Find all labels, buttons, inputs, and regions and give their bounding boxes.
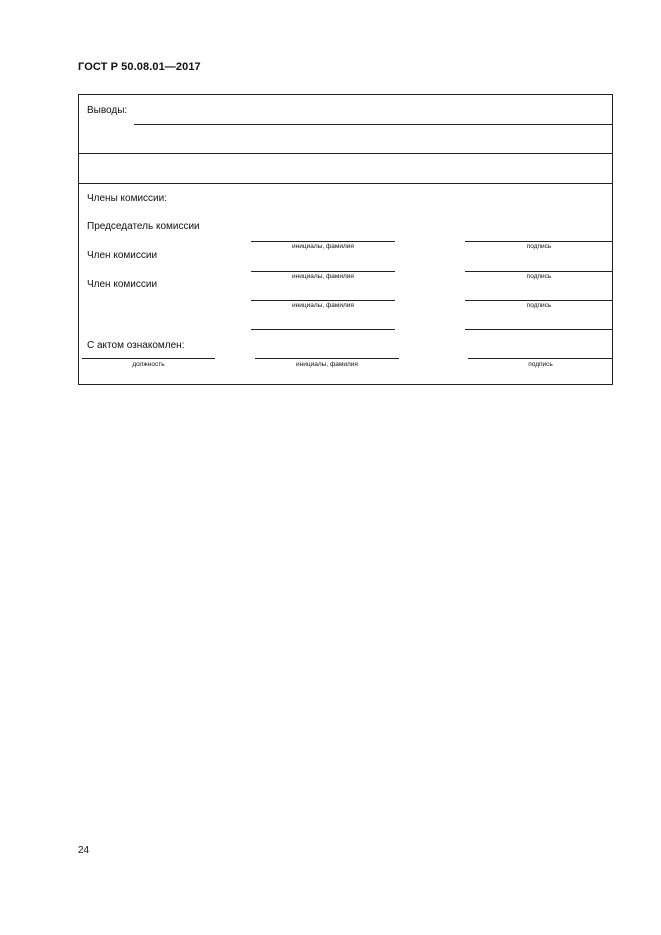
member-1-signature-line[interactable] [465, 271, 613, 272]
act-form-table [78, 94, 613, 385]
member-2-initials-caption: инициалы, фамилия [292, 302, 354, 309]
conclusions-label: Выводы: [87, 105, 128, 116]
standard-header: ГОСТ Р 50.08.01—2017 [78, 61, 201, 73]
chairman-initials-caption: инициалы, фамилия [292, 243, 354, 250]
member-1-signature-caption: подпись [526, 273, 552, 280]
page-number: 24 [78, 845, 90, 856]
member-2-signature-line[interactable] [465, 300, 613, 301]
acknowledged-position-caption: должность [132, 361, 165, 368]
extra-initials-line[interactable] [251, 329, 395, 330]
chairman-signature-caption: подпись [526, 243, 552, 250]
acknowledged-initials-line[interactable] [255, 358, 399, 359]
conclusions-divider-1 [79, 153, 612, 154]
member-2-signature-caption: подпись [526, 302, 552, 309]
member-1-initials-line[interactable] [251, 271, 395, 272]
acknowledged-label: С актом ознакомлен: [87, 340, 185, 351]
chairman-initials-line[interactable] [251, 241, 395, 242]
acknowledged-signature-line[interactable] [468, 358, 613, 359]
acknowledged-signature-caption: подпись [528, 361, 553, 368]
chairman-signature-line[interactable] [465, 241, 613, 242]
chairman-label: Председатель комиссии [87, 221, 200, 232]
conclusions-line-1[interactable] [134, 124, 613, 125]
acknowledged-initials-caption: инициалы, фамилия [296, 361, 358, 368]
member-1-initials-caption: инициалы, фамилия [292, 273, 354, 280]
member-2-label: Член комиссии [87, 279, 158, 290]
acknowledged-position-line[interactable] [82, 358, 215, 359]
members-heading: Члены комиссии: [87, 193, 168, 204]
member-1-label: Член комиссии [87, 250, 158, 261]
member-2-initials-line[interactable] [251, 300, 395, 301]
extra-signature-line[interactable] [465, 329, 613, 330]
conclusions-divider-2 [79, 183, 612, 184]
